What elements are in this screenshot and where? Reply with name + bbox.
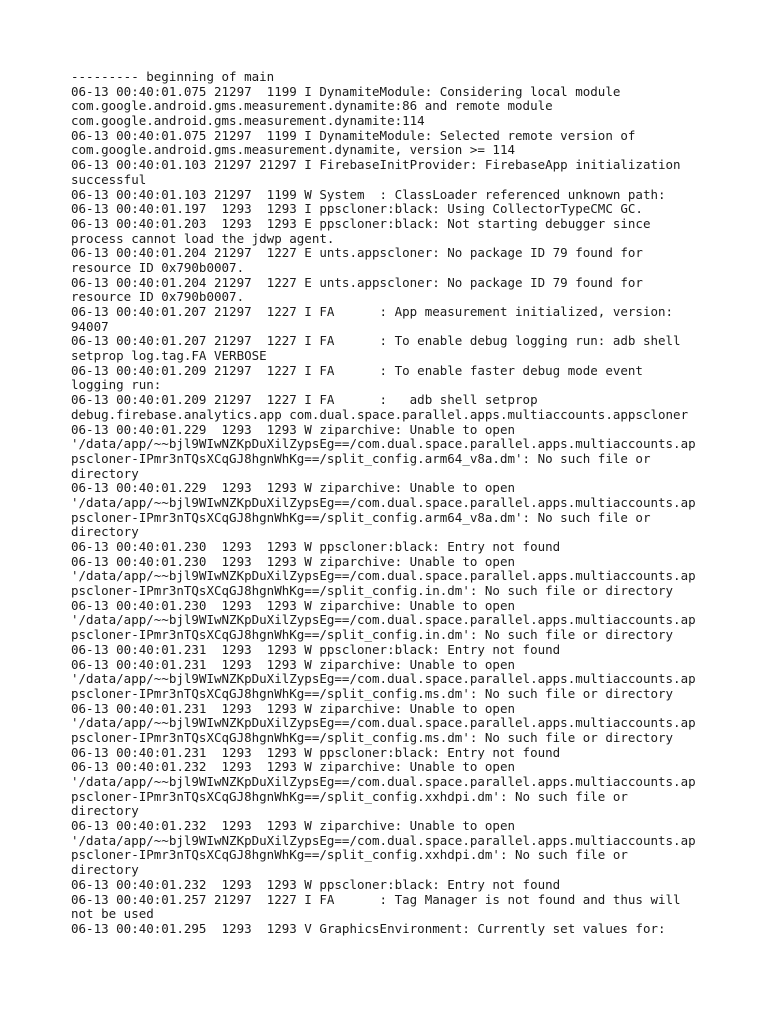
log-line: debug.firebase.analytics.app com.dual.space.parallel.apps.multiaccounts.appscloner xyxy=(71,406,689,422)
log-line: pscloner-IPmr3nTQsXCqGJ8hgnWhKg==/split_config.xxhdpi.dm': No such file or xyxy=(71,788,628,804)
log-line: directory xyxy=(71,465,139,481)
log-line: '/data/app/~~bjl9WIwNZKpDuXilZypsEg==/com.dual.space.parallel.apps.multiaccounts.ap xyxy=(71,568,696,584)
log-line: 06-13 00:40:01.231 1293 1293 W ppscloner:black: Entry not found xyxy=(71,744,561,760)
log-line: 06-13 00:40:01.229 1293 1293 W ziparchive: Unable to open xyxy=(71,480,516,496)
log-line: '/data/app/~~bjl9WIwNZKpDuXilZypsEg==/com.dual.space.parallel.apps.multiaccounts.ap xyxy=(71,832,696,848)
log-line: 06-13 00:40:01.231 1293 1293 W ppscloner:black: Entry not found xyxy=(71,641,561,657)
log-line: not be used xyxy=(71,906,154,922)
log-line: 06-13 00:40:01.230 1293 1293 W ziparchive: Unable to open xyxy=(71,553,516,569)
log-line: 06-13 00:40:01.203 1293 1293 E ppscloner:black: Not starting debugger since xyxy=(71,215,651,231)
log-line: pscloner-IPmr3nTQsXCqGJ8hgnWhKg==/split_config.ms.dm': No such file or directory xyxy=(71,729,674,745)
log-line: 06-13 00:40:01.075 21297 1199 I DynamiteModule: Considering local module xyxy=(71,83,621,99)
log-line: '/data/app/~~bjl9WIwNZKpDuXilZypsEg==/com.dual.space.parallel.apps.multiaccounts.ap xyxy=(71,436,696,452)
log-line: 06-13 00:40:01.231 1293 1293 W ziparchive: Unable to open xyxy=(71,700,516,716)
log-line: 06-13 00:40:01.209 21297 1227 I FA : adb shell setprop xyxy=(71,392,538,408)
log-line: 06-13 00:40:01.232 1293 1293 W ppscloner:black: Entry not found xyxy=(71,876,561,892)
log-line: '/data/app/~~bjl9WIwNZKpDuXilZypsEg==/com.dual.space.parallel.apps.multiaccounts.ap xyxy=(71,671,696,687)
log-line: 06-13 00:40:01.103 21297 21297 I FirebaseInitProvider: FirebaseApp initialization xyxy=(71,157,681,173)
log-line: 06-13 00:40:01.207 21297 1227 I FA : To enable debug logging run: adb shell xyxy=(71,333,681,349)
log-line: 06-13 00:40:01.197 1293 1293 I ppscloner:black: Using CollectorTypeCMC GC. xyxy=(71,201,643,217)
log-line: 06-13 00:40:01.231 1293 1293 W ziparchive: Unable to open xyxy=(71,656,516,672)
log-line: com.google.android.gms.measurement.dynamite:86 and remote module xyxy=(71,98,553,114)
log-line: directory xyxy=(71,803,139,819)
log-line: pscloner-IPmr3nTQsXCqGJ8hgnWhKg==/split_config.in.dm': No such file or directory xyxy=(71,583,674,599)
log-line: 06-13 00:40:01.232 1293 1293 W ziparchive: Unable to open xyxy=(71,759,516,775)
log-line: 06-13 00:40:01.229 1293 1293 W ziparchive: Unable to open xyxy=(71,421,516,437)
log-line: 06-13 00:40:01.075 21297 1199 I DynamiteModule: Selected remote version of xyxy=(71,127,636,143)
log-line: pscloner-IPmr3nTQsXCqGJ8hgnWhKg==/split_config.arm64_v8a.dm': No such file or xyxy=(71,450,651,466)
log-line: 06-13 00:40:01.103 21297 1199 W System : ClassLoader referenced unknown path: xyxy=(71,186,666,202)
log-line: 06-13 00:40:01.232 1293 1293 W ziparchive: Unable to open xyxy=(71,818,516,834)
log-line: '/data/app/~~bjl9WIwNZKpDuXilZypsEg==/com.dual.space.parallel.apps.multiaccounts.ap xyxy=(71,494,696,510)
log-line: --------- beginning of main xyxy=(71,69,275,84)
log-line: directory xyxy=(71,524,139,540)
log-output xyxy=(71,70,761,937)
log-line: logging run: xyxy=(71,377,162,393)
log-line: 06-13 00:40:01.204 21297 1227 E unts.appscloner: No package ID 79 found for xyxy=(71,274,643,290)
log-line: pscloner-IPmr3nTQsXCqGJ8hgnWhKg==/split_config.in.dm': No such file or directory xyxy=(71,627,674,643)
log-line: resource ID 0x790b0007. xyxy=(71,259,245,275)
log-line: '/data/app/~~bjl9WIwNZKpDuXilZypsEg==/com.dual.space.parallel.apps.multiaccounts.ap xyxy=(71,774,696,789)
log-line: directory xyxy=(71,862,139,878)
log-line: com.google.android.gms.measurement.dynamite, version >= 114 xyxy=(71,142,516,158)
log-line: successful xyxy=(71,171,147,187)
log-line: resource ID 0x790b0007. xyxy=(71,289,245,305)
log-line: com.google.android.gms.measurement.dynamite:114 xyxy=(71,113,425,129)
log-line: 06-13 00:40:01.209 21297 1227 I FA : To enable faster debug mode event xyxy=(71,362,643,378)
log-line: pscloner-IPmr3nTQsXCqGJ8hgnWhKg==/split_config.xxhdpi.dm': No such file or xyxy=(71,847,628,863)
log-line: 06-13 00:40:01.207 21297 1227 I FA : App measurement initialized, version: xyxy=(71,304,674,319)
log-line: 06-13 00:40:01.257 21297 1227 I FA : Tag Manager is not found and thus will xyxy=(71,891,681,907)
log-line: 06-13 00:40:01.230 1293 1293 W ppscloner:black: Entry not found xyxy=(71,539,561,554)
log-line: pscloner-IPmr3nTQsXCqGJ8hgnWhKg==/split_config.ms.dm': No such file or directory xyxy=(71,685,674,701)
log-line: 06-13 00:40:01.204 21297 1227 E unts.appscloner: No package ID 79 found for xyxy=(71,245,643,261)
log-line: 06-13 00:40:01.295 1293 1293 V GraphicsEnvironment: Currently set values for: xyxy=(71,920,666,936)
log-line: '/data/app/~~bjl9WIwNZKpDuXilZypsEg==/com.dual.space.parallel.apps.multiaccounts.ap xyxy=(71,715,696,731)
log-line: 06-13 00:40:01.230 1293 1293 W ziparchive: Unable to open xyxy=(71,597,516,613)
log-line: 94007 xyxy=(71,318,109,334)
log-line: '/data/app/~~bjl9WIwNZKpDuXilZypsEg==/com.dual.space.parallel.apps.multiaccounts.ap xyxy=(71,612,696,628)
log-line: process cannot load the jdwp agent. xyxy=(71,230,335,246)
log-line: pscloner-IPmr3nTQsXCqGJ8hgnWhKg==/split_config.arm64_v8a.dm': No such file or xyxy=(71,509,651,525)
log-line: setprop log.tag.FA VERBOSE xyxy=(71,348,267,364)
